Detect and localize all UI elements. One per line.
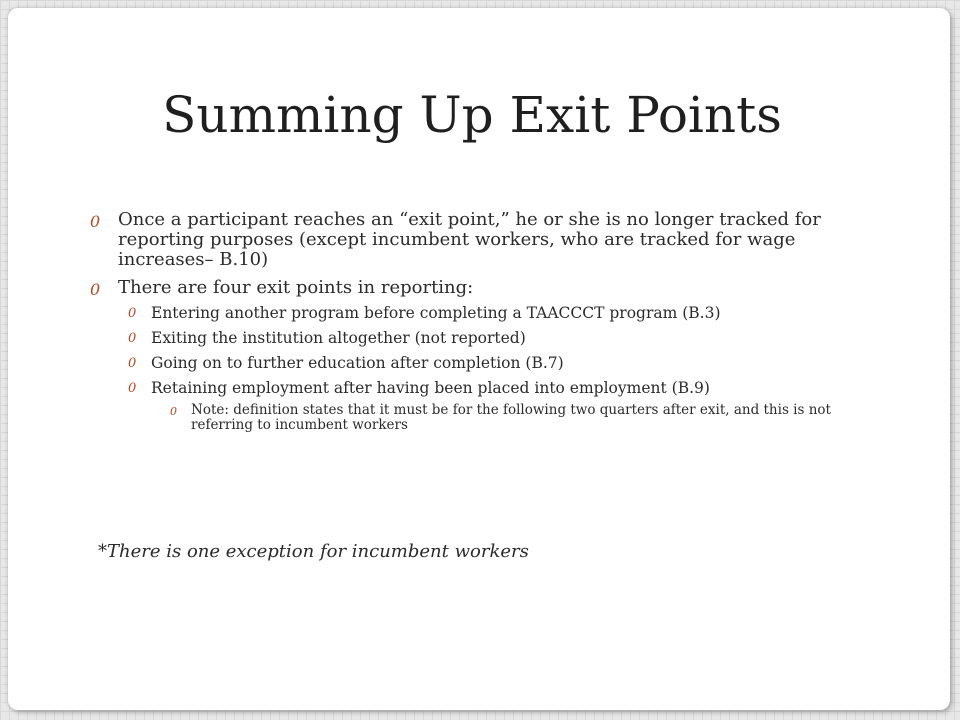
bullet-text: Once a participant reaches an “exit point,” he or she is no longer tracked for reporting purposes (except incumbent workers, who are tracked for wage increases– B.10) xyxy=(118,209,821,270)
sub-sub-bullet-note xyxy=(170,403,865,433)
bullet-text: Exiting the institution altogether (not reported) xyxy=(151,329,526,347)
slide-title: Summing Up Exit Points xyxy=(162,86,782,144)
sub-bullet-exiting-institution xyxy=(128,329,865,348)
bullet-exit-point-definition xyxy=(90,210,865,270)
bullet-text: Entering another program before completing a TAACCCT program (B.3) xyxy=(151,304,721,322)
bullet-marker: 0 xyxy=(128,306,137,321)
bullet-marker: 0 xyxy=(128,356,137,371)
bullet-marker: 0 xyxy=(128,331,137,346)
bullet-text: There are four exit points in reporting: xyxy=(118,277,474,298)
sub-bullet-entering-another-program xyxy=(128,304,865,323)
bullet-marker: 0 xyxy=(90,280,101,299)
bullet-text: Going on to further education after completion (B.7) xyxy=(151,354,564,372)
bullet-marker: 0 xyxy=(90,212,101,231)
slide-content xyxy=(90,210,865,433)
slide-footnote: *There is one exception for incumbent workers xyxy=(98,541,529,562)
bullet-text: Note: definition states that it must be for the following two quarters after exit, and this is not referring to incumbent workers xyxy=(191,402,831,433)
bullet-four-exit-points xyxy=(90,278,865,299)
sub-bullet-further-education xyxy=(128,354,865,373)
sub-bullet-retaining-employment xyxy=(128,379,865,398)
bullet-text: Retaining employment after having been placed into employment (B.9) xyxy=(151,379,710,397)
bullet-marker: 0 xyxy=(170,405,177,418)
bullet-marker: 0 xyxy=(128,381,137,396)
